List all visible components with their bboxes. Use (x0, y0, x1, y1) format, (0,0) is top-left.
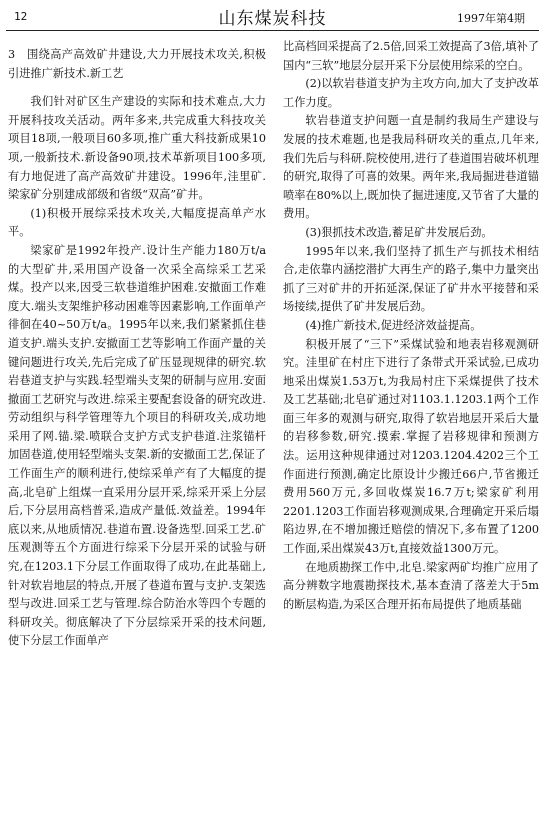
right-column (283, 38, 539, 614)
page-number: 12 (14, 10, 28, 23)
page-bottom-margin (0, 784, 545, 814)
paragraph: 1995年以来,我们坚持了抓生产与抓技术相结合,走依靠内涵挖潜扩大再生产的路子,集中力量突出抓了三对矿井的开拓延深,保证了矿井水平接替和采场接续,提供了矿井发展后劲。 (283, 244, 539, 314)
paragraph: 积极开展了“三下”采煤试验和地表岩移观测研究。洼里矿在村庄下进行了条带式开采试验,已成功地采出煤炭1.53万t,为我局村庄下采煤提供了技术及工艺基础;北皂矿通过对1103.1.1203.1两个工作面三年多的观测与研究,取得了软岩地层开采后大量的岩移参数,研究.摸索.掌握了岩移规律和预测方法。运用这种规律通过对1203.1204.4202三个工作面进行预测,确定比原设计少搬迁66户,节省搬迁费用560万元,多回收煤炭16.7万t;梁家矿利用2201.1203工作面岩移观测成果,合理确定开采后塌陷边界,在不增加搬迁赔偿的情况下,多布置了1200工作面,采出煤炭43万t,直接效益1300万元。 (283, 337, 539, 556)
page-header (6, 0, 539, 31)
section-heading: 3 围绕高产高效矿井建设,大力开展技术攻关,积极引进推广新技术.新工艺 (8, 48, 266, 80)
subsection-heading: (4)推广新技术,促进经济效益提高。 (305, 318, 482, 332)
subsection-heading: (1)积极开展综采技术攻关,大幅度提高单产水平。 (8, 206, 266, 239)
paragraph: 比高档回采提高了2.5倍,回采工效提高了3倍,填补了国内“三软”地层分层开采下分层使用综采的空白。 (283, 40, 539, 72)
left-column (8, 38, 266, 651)
subsection-heading: (3)狠抓技术改造,蓄足矿井发展后劲。 (305, 225, 493, 239)
paragraph: 在地质勘探工作中,北皂.梁家两矿均推广应用了高分辨数字地震勘探技术,基本查清了落差大于5m的断层构造,为采区合理开拓布局提供了地质基础 (283, 560, 539, 611)
issue-label: 1997年第4期 (457, 12, 525, 25)
subsection-heading: (2)以软岩巷道支护为主攻方向,加大了支护改革工作力度。 (283, 77, 539, 109)
journal-title: 山东煤炭科技 (218, 9, 327, 29)
paragraph: 软岩巷道支护问题一直是制约我局生产建设与发展的技术难题,也是我局科研攻关的重点,几年来,我们先后与科研.院校使用,进行了巷道围岩破坏机理的研究,取得了可喜的效果。两年来,我局掘进巷道锚喷率在80%以上,既加快了掘进速度,又节省了大量的费用。 (283, 114, 539, 221)
paragraph: 我们针对矿区生产建设的实际和技术难点,大力开展科技攻关活动。两年多来,共完成重大科技攻关项目18项,一般项目60多项,推广重大科技新成果10项,一般新技术.新设备90项,技术革新项目100多项,有力地促进了高产高效矿井建设。1996年,洼里矿.梁家矿分别建成部级和省级“双高”矿井。 (8, 95, 266, 202)
paragraph: 梁家矿是1992年投产.设计生产能力180万t/a的大型矿井,采用国产设备一次采全高综采工艺采煤。投产以来,因受三软巷道维护困难.安撤面工作难度大.端头支架维护移动困难等因素影响,工作面单产徘徊在40~50万t/a。1995年以来,我们紧紧抓住巷道支护.端头支护.安撤面工艺等影响工作面产量的关键问题进行攻关,先后完成了矿压显现规律的研究.软岩巷道支护与实践.轻型端头支架的研制与应用.安面撤面工艺研究与改进.综采主要配套设备的研究改进.劳动组织与科学管理等九个项目的科研攻关,成功地采用了网.锚.梁.喷联合支护方式支护巷道.注浆锚杆加固巷道,使用轻型端头支架.新的安撤面工艺,保证了工作面生产的顺利进行,使综采单产有了大幅度的提高,北皂矿上组煤一直采用分层开采,综采开采上分层后,下分层用高档普采,造成产量低.效益差。1994年底以来,从地质情况.巷道布置.设备选型.回采工艺.矿压观测等五个方面进行综采下分层开采的试验与研究,在1203.1下分层工作面取得了成功,在此基础上,针对软岩地层的特点,开展了巷道布置与支护.支架选型与改进.回采工艺与管理.综合防治水等四个专题的科研攻关。彻底解决了下分层综采开采的技术问题,使下分层工作面单产 (8, 243, 266, 648)
